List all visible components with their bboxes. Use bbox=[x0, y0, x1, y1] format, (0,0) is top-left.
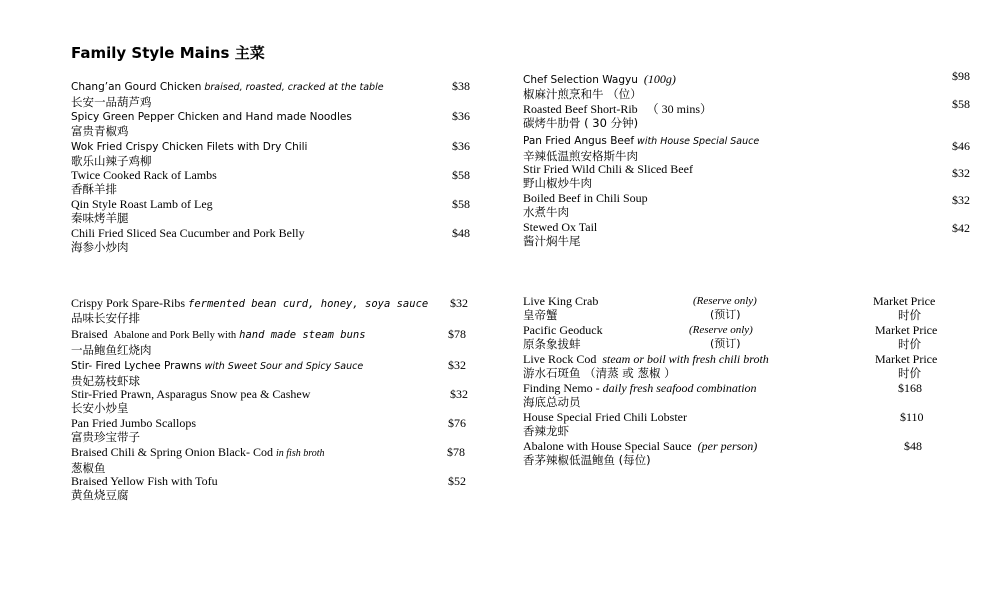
item-name: Stewed Ox Tail bbox=[523, 220, 598, 234]
item-name-cn: 葱椒鱼 bbox=[71, 461, 106, 475]
item-name: Chang’an Gourd Chicken bbox=[71, 81, 202, 93]
menu-item bbox=[523, 381, 757, 409]
item-name: Braised bbox=[71, 327, 108, 341]
item-price: $32 bbox=[952, 193, 970, 207]
item-name: Qin Style Roast Lamb of Leg bbox=[71, 197, 213, 211]
item-name: Stir- Fired Lychee Prawns bbox=[71, 360, 202, 372]
item-desc: daily fresh seafood combination bbox=[602, 381, 757, 395]
item-price: $110 bbox=[900, 410, 924, 424]
item-name: Pan Fried Jumbo Scallops bbox=[71, 416, 196, 430]
item-price: $36 bbox=[452, 139, 470, 153]
menu-item bbox=[71, 197, 213, 225]
item-price-cn: 时价 bbox=[898, 337, 921, 351]
item-desc: hand made steam buns bbox=[239, 329, 366, 341]
reserve-note: (Reserve only) bbox=[689, 324, 753, 336]
item-price: $78 bbox=[448, 327, 466, 341]
item-name-cn: 秦味烤羊腿 bbox=[71, 211, 129, 225]
menu-item bbox=[71, 296, 428, 325]
item-name: Chef Selection Wagyu bbox=[523, 74, 638, 86]
item-name-cn: 原条象拔蚌 bbox=[523, 337, 581, 351]
item-name-cn: 海参小炒肉 bbox=[71, 240, 129, 254]
item-price: $48 bbox=[452, 226, 470, 240]
item-name: House Special Fried Chili Lobster bbox=[523, 410, 687, 424]
item-name: Spicy Green Pepper Chicken and Hand made Noodles bbox=[71, 111, 352, 123]
menu-item bbox=[523, 162, 693, 190]
item-price: Market Price bbox=[875, 352, 938, 366]
item-name: Boiled Beef in Chili Soup bbox=[523, 191, 648, 205]
item-name-cn: 酱汁焖牛尾 bbox=[523, 234, 581, 248]
item-name: Live King Crab bbox=[523, 294, 599, 308]
menu-item bbox=[523, 352, 769, 380]
menu-item bbox=[71, 387, 310, 415]
menu-item bbox=[523, 133, 759, 163]
item-price: $32 bbox=[450, 296, 468, 310]
reserve-note: (Reserve only) bbox=[693, 295, 757, 307]
menu-item bbox=[71, 109, 352, 138]
item-price: $98 bbox=[952, 69, 970, 83]
item-name-cn: 长安一品葫芦鸡 bbox=[71, 95, 152, 109]
item-desc: fermented bean curd, honey, soya sauce bbox=[188, 298, 429, 310]
item-desc: in fish broth bbox=[276, 448, 325, 459]
item-name: Stir-Fried Prawn, Asparagus Snow pea & Cashew bbox=[71, 387, 311, 401]
item-name-cn: 香茅辣椒低温鲍鱼 (每位) bbox=[523, 453, 651, 467]
item-name: Chili Fried Sliced Sea Cucumber and Pork Belly bbox=[71, 226, 305, 240]
item-name-cn: 香酥羊排 bbox=[71, 182, 117, 196]
item-name: Pacific Geoduck bbox=[523, 323, 603, 337]
menu-item bbox=[71, 139, 307, 168]
item-desc: (per person) bbox=[697, 439, 758, 453]
item-name: Braised Yellow Fish with Tofu bbox=[71, 474, 218, 488]
item-desc: with House Special Sauce bbox=[637, 136, 760, 147]
menu-item bbox=[523, 72, 676, 101]
item-price: $52 bbox=[448, 474, 466, 488]
item-price-cn: 时价 bbox=[898, 308, 921, 322]
menu-item bbox=[523, 220, 597, 248]
item-price: $38 bbox=[452, 79, 470, 93]
item-desc: steam or boil with fresh chili broth bbox=[602, 352, 769, 366]
item-price: $36 bbox=[452, 109, 470, 123]
item-name: Wok Fried Crispy Chicken Filets with Dry Chili bbox=[71, 141, 308, 153]
item-name-cn: 贵妃荔枝虾球 bbox=[71, 374, 140, 388]
item-name-cn: 野山椒炒牛肉 bbox=[523, 176, 592, 190]
item-price: $32 bbox=[448, 358, 466, 372]
item-price: $32 bbox=[450, 387, 468, 401]
item-name-cn: 黄鱼烧豆腐 bbox=[71, 488, 129, 502]
menu-item bbox=[523, 102, 712, 130]
item-name-cn: 长安小炒皇 bbox=[71, 401, 129, 415]
page-title: Family Style Mains 主菜 bbox=[71, 44, 265, 62]
menu-item bbox=[523, 323, 603, 351]
menu-item bbox=[71, 445, 325, 475]
menu-item bbox=[71, 168, 217, 196]
item-desc: （ 30 mins） bbox=[646, 102, 712, 116]
menu-item bbox=[71, 358, 363, 388]
item-name: Stir Fried Wild Chili & Sliced Beef bbox=[523, 162, 693, 176]
item-price: Market Price bbox=[875, 323, 938, 337]
item-name-cn: 水煮牛肉 bbox=[523, 205, 569, 219]
item-name-cn: 海底总动员 bbox=[523, 395, 581, 409]
item-name: Twice Cooked Rack of Lambs bbox=[71, 168, 217, 182]
menu-item bbox=[71, 474, 218, 502]
item-name: Crispy Pork Spare-Ribs bbox=[71, 296, 185, 310]
menu-item bbox=[523, 191, 648, 219]
item-price: $78 bbox=[447, 445, 465, 459]
item-name: Braised Chili & Spring Onion Black- Cod bbox=[71, 445, 273, 459]
reserve-note-cn: (预订) bbox=[710, 337, 741, 350]
reserve-note-cn: (预订) bbox=[710, 308, 741, 321]
menu-item bbox=[71, 79, 384, 109]
item-name: Pan Fried Angus Beef bbox=[523, 135, 635, 147]
item-name: Abalone with House Special Sauce bbox=[523, 439, 692, 453]
item-name-cn: 品味长安仔排 bbox=[71, 311, 140, 325]
item-desc: braised, roasted, cracked at the table bbox=[204, 82, 384, 93]
item-name-cn: 游水石斑鱼 （清蒸 或 葱椒 ） bbox=[523, 366, 676, 380]
item-desc: (100g) bbox=[643, 72, 676, 86]
item-price: $46 bbox=[952, 139, 970, 153]
item-name: Live Rock Cod bbox=[523, 352, 597, 366]
item-price: $58 bbox=[952, 97, 970, 111]
item-price: $48 bbox=[904, 439, 922, 453]
item-price: $32 bbox=[952, 166, 970, 180]
item-name-cn: 碳烤牛肋骨 ( 30 分钟) bbox=[523, 116, 639, 130]
item-price: Market Price bbox=[873, 294, 936, 308]
item-name-cn: 辛辣低温煎安格斯牛肉 bbox=[523, 149, 638, 163]
menu-item bbox=[523, 410, 687, 438]
item-desc: with Sweet Sour and Spicy Sauce bbox=[204, 361, 364, 372]
item-name-cont: Abalone and Pork Belly with bbox=[113, 330, 237, 341]
menu-item bbox=[71, 226, 305, 254]
item-name: Finding Nemo - bbox=[523, 381, 600, 395]
menu-item bbox=[523, 294, 598, 322]
menu-item bbox=[523, 439, 757, 467]
item-price: $58 bbox=[452, 197, 470, 211]
item-name-cn: 富贵珍宝带子 bbox=[71, 430, 140, 444]
menu-item bbox=[71, 327, 366, 357]
item-name-cn: 富贵青椒鸡 bbox=[71, 124, 129, 138]
item-name: Roasted Beef Short-Rib bbox=[523, 102, 638, 116]
item-price: $58 bbox=[452, 168, 470, 182]
item-price-cn: 时价 bbox=[898, 366, 921, 380]
item-name-cn: 椒麻汁煎烹和牛 （位） bbox=[523, 87, 642, 101]
item-name-cn: 皇帝蟹 bbox=[523, 308, 558, 322]
item-price: $168 bbox=[898, 381, 922, 395]
item-name-cn: 一品鲍鱼红烧肉 bbox=[71, 343, 152, 357]
menu-item bbox=[71, 416, 196, 444]
item-name-cn: 歌乐山辣子鸡柳 bbox=[71, 154, 152, 168]
item-name-cn: 香辣龙虾 bbox=[523, 424, 569, 438]
item-price: $76 bbox=[448, 416, 466, 430]
item-price: $42 bbox=[952, 221, 970, 235]
